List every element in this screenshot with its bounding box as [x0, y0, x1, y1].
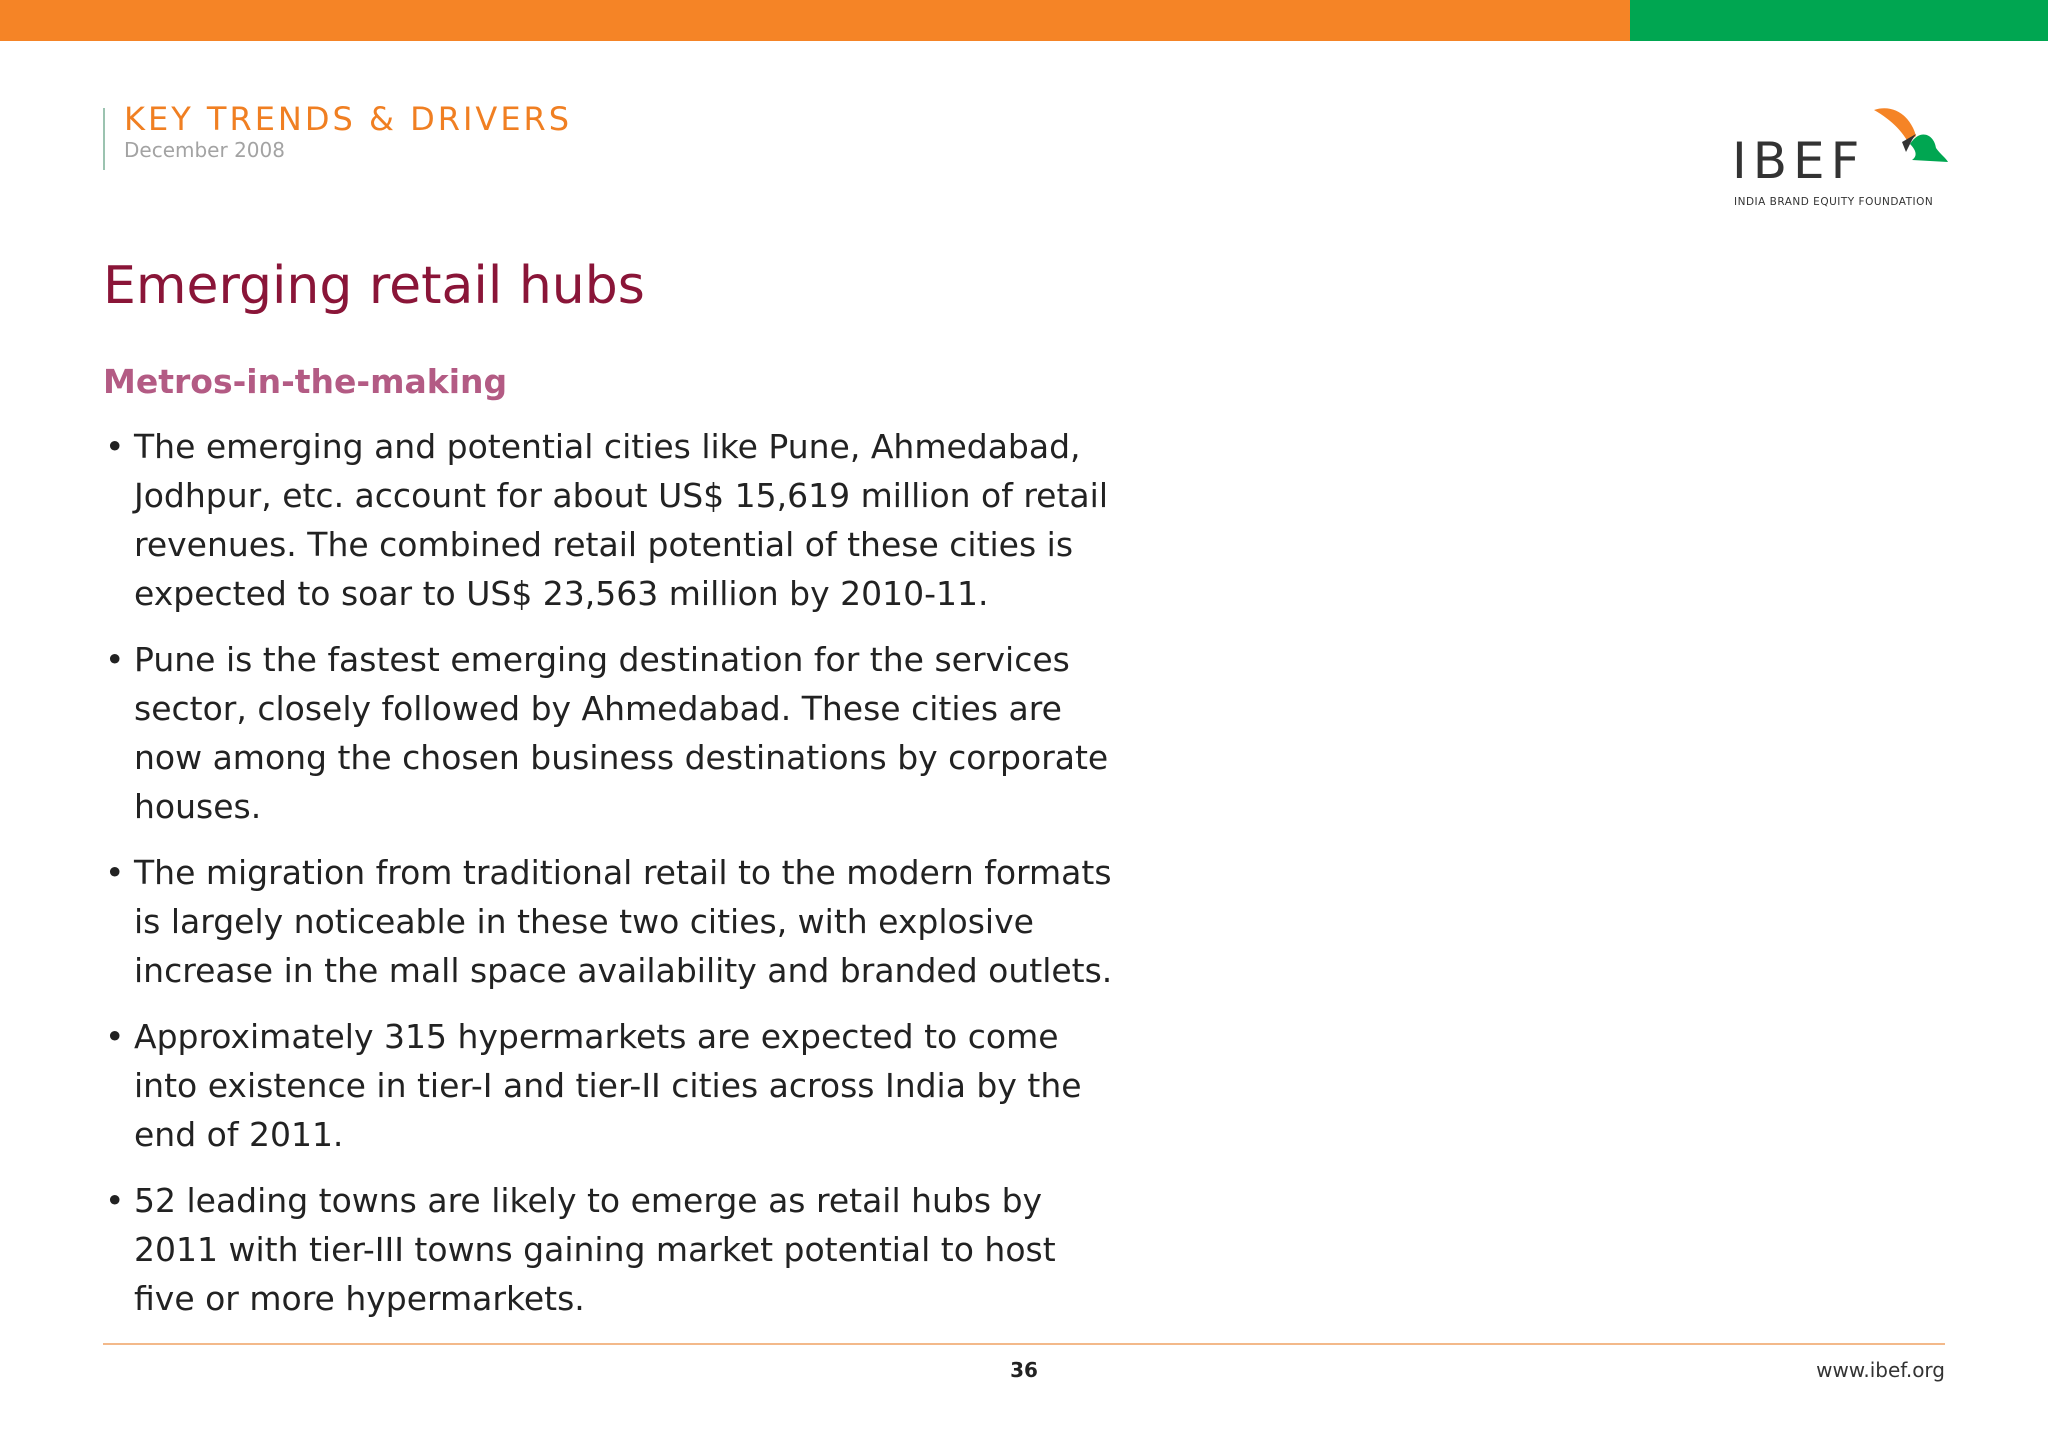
bullet-text: Approximately 315 hypermarkets are expected to come into existence in tier-I and tier-II cities across India by the end of 2011. — [134, 1017, 1082, 1154]
bullet-list — [103, 422, 1123, 1340]
logo-wordmark: IBEF — [1732, 132, 1866, 190]
top-bar-orange — [0, 0, 1630, 41]
bullet-text: The emerging and potential cities like Pune, Ahmedabad, Jodhpur, etc. account for about US$ 15,619 million of retail revenues. The combined retail potential of these cities is expected to soar to US$ 23,563 million by 2010-11. — [134, 427, 1108, 613]
bullet-text: 52 leading towns are likely to emerge as retail hubs by 2011 with tier-III towns gaining market potential to host five or more hypermarkets. — [134, 1181, 1056, 1318]
bullet-marker: • — [105, 640, 125, 679]
section-label: KEY TRENDS & DRIVERS — [124, 100, 573, 138]
bullet-item — [103, 1012, 1123, 1159]
footer-divider — [103, 1343, 1945, 1345]
ibef-logo — [1730, 100, 1948, 212]
bullet-item — [103, 1176, 1123, 1323]
subheading: Metros-in-the-making — [103, 362, 508, 401]
logo-tagline: INDIA BRAND EQUITY FOUNDATION — [1734, 196, 1934, 208]
top-bar-green — [1630, 0, 2048, 41]
section-date: December 2008 — [124, 138, 285, 162]
bullet-marker: • — [105, 1181, 125, 1220]
bullet-marker: • — [105, 853, 125, 892]
bird-icon — [1872, 102, 1948, 186]
bullet-text: The migration from traditional retail to the modern formats is largely noticeable in these two cities, with explosive increase in the mall space availability and branded outlets. — [134, 853, 1113, 990]
bullet-marker: • — [105, 1017, 125, 1056]
bullet-marker: • — [105, 427, 125, 466]
bullet-item — [103, 635, 1123, 831]
bullet-text: Pune is the fastest emerging destination for the services sector, closely followed by Ahmedabad. These cities are now among the chosen business destinations by corporate houses. — [134, 640, 1109, 826]
page-title: Emerging retail hubs — [103, 256, 645, 316]
site-url[interactable]: www.ibef.org — [1816, 1358, 1945, 1382]
header-divider — [103, 108, 105, 170]
bullet-item — [103, 848, 1123, 995]
bullet-item — [103, 422, 1123, 618]
page-number: 36 — [1010, 1358, 1038, 1382]
